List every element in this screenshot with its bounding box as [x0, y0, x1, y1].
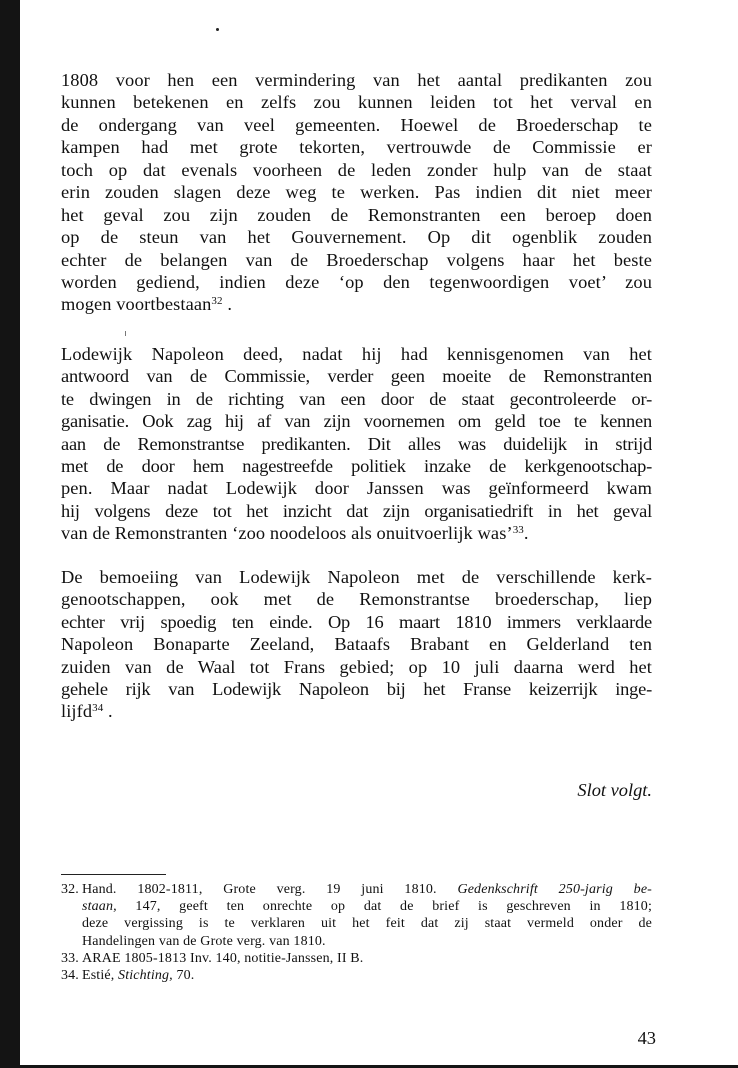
closing-note: Slot volgt.	[577, 780, 652, 800]
text-line: genootschappen, ook met de Remonstrantse broederschap, liep	[61, 589, 652, 610]
text-fragment: .	[103, 701, 113, 722]
footnote-line	[82, 881, 652, 898]
footnote-33	[61, 950, 652, 967]
footnote-line: deze vergissing is te verklaren uit het feit dat zij staat vermeld onder de	[82, 916, 652, 932]
text-fragment: Hand. 1802-1811, Grote verg. 19 juni 1810.	[82, 882, 458, 897]
text-fragment: 70.	[172, 967, 195, 983]
footnote-ref-34: 34	[92, 702, 104, 715]
title-italic: Stichting,	[118, 967, 173, 983]
text-line: te dwingen in de richting van een door de staat gecontroleerde or-	[61, 388, 652, 409]
text-line	[61, 700, 652, 722]
text-line: worden gediend, indien deze ‘op den tegenwoordigen voet’ zou	[61, 271, 652, 292]
footnote-number: 32.	[61, 882, 79, 897]
footnote-32	[61, 881, 652, 950]
text-line: hij volgens deze tot het inzicht dat zijn organisatiedrift in het geval	[61, 500, 652, 521]
paragraph-3	[61, 566, 652, 723]
text-fragment: .	[222, 294, 233, 315]
page-number: 43	[637, 1028, 656, 1048]
text-line: 1808 voor hen een vermindering van het aantal predikanten zou	[61, 70, 652, 90]
text-line	[61, 522, 652, 544]
text-line: gehele rijk van Lodewijk Napoleon bij het Franse keizerrijk inge-	[61, 678, 652, 699]
scan-speck	[216, 28, 219, 31]
text-line: Lodewijk Napoleon deed, nadat hij had kennisgenomen van het	[61, 343, 652, 364]
text-fragment: .	[523, 523, 529, 544]
text-line: aan de Remonstrantse predikanten. Dit alles was duidelijk in strijd	[61, 433, 652, 454]
text-line: kampen had met grote tekorten, vertrouwde de Commissie er	[61, 137, 652, 158]
text-line: Napoleon Bonaparte Zeeland, Bataafs Brabant en Gelderland ten	[61, 634, 652, 655]
text-line: echter de belangen van de Broederschap volgens haar het beste	[61, 249, 652, 270]
text-line	[61, 293, 652, 315]
footnote-ref-32: 32	[211, 295, 223, 308]
footnote-number: 33.	[61, 950, 79, 966]
footnote-number: 34.	[61, 967, 79, 983]
text-line: zuiden van de Waal tot Frans gebied; op 10 juli daarna werd het	[61, 656, 652, 677]
footnote-ref-33: 33	[512, 524, 524, 537]
text-fragment: 147, geeft ten onrechte op dat de brief is geschreven in 1810;	[116, 899, 652, 915]
text-fragment: lijfd	[61, 701, 93, 722]
text-line: met de door hem nagestreefde politiek inzake de kerkgenootschap-	[61, 456, 652, 476]
text-line: De bemoeiing van Lodewijk Napoleon met de verschillende kerk-	[61, 566, 652, 587]
footnotes	[61, 881, 652, 984]
text-fragment: mogen voortbestaan	[61, 294, 212, 315]
title-italic: Gedenkschrift 250-jarig be-	[457, 882, 652, 897]
scan-left-edge	[0, 0, 20, 1068]
title-italic: staan,	[82, 899, 117, 915]
text-line: ganisatie. Ook zag hij af van zijn voornemen om geld toe te kennen	[61, 411, 652, 432]
text-line: toch op dat evenals voorheen de leden zonder hulp van de staat	[61, 159, 652, 180]
footnote-line	[82, 967, 652, 984]
text-line: erin zouden slagen deze weg te werken. Pas indien dit niet meer	[61, 182, 652, 203]
text-line: pen. Maar nadat Lodewijk door Janssen was geïnformeerd kwam	[61, 478, 652, 499]
footnote-line: ARAE 1805-1813 Inv. 140, notitie-Janssen, II B.	[82, 950, 364, 966]
text-line: echter vrij spoedig ten einde. Op 16 maart 1810 immers verklaarde	[61, 611, 652, 632]
body-text	[61, 69, 652, 723]
footnote-34	[61, 967, 652, 984]
text-line: op de steun van het Gouvernement. Op dit ogenblik zouden	[61, 227, 652, 248]
footnote-line: Handelingen van de Grote verg. van 1810.	[82, 933, 326, 949]
footnote-line	[82, 898, 652, 915]
text-line: kunnen betekenen en zelfs zou kunnen leiden tot het verval en	[61, 92, 652, 113]
paragraph-2	[61, 343, 652, 545]
text-line: antwoord van de Commissie, verder geen moeite de Remonstranten	[61, 366, 652, 387]
text-fragment: Estié,	[82, 967, 119, 983]
text-fragment: van de Remonstranten ‘zoo noodeloos als onuitvoerlijk was’	[61, 523, 513, 544]
text-line: de ondergang van veel gemeenten. Hoewel de Broederschap te	[61, 114, 652, 135]
text-line: het geval zou zijn zouden de Remonstranten een beroep doen	[61, 204, 652, 225]
footnote-divider	[61, 874, 166, 875]
paragraph-1	[61, 69, 652, 316]
